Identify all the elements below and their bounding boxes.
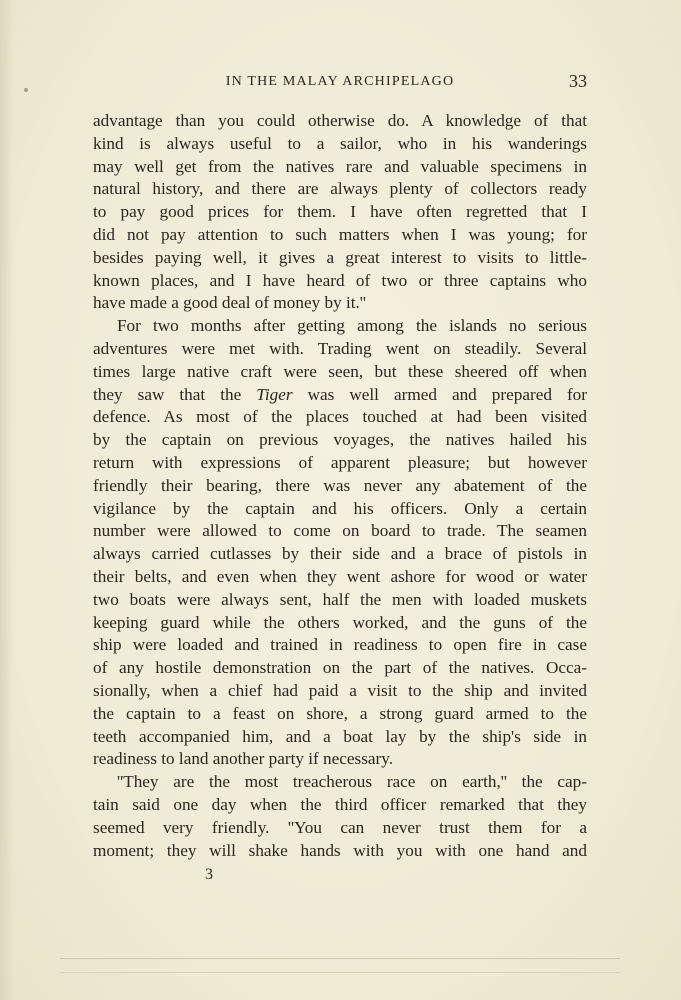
text-line: number were allowed to come on board to trade. The seamen: [93, 521, 587, 541]
text-line: friendly their bearing, there was never any abatement of the: [93, 475, 587, 495]
text-line: For two months after getting among the islands no serious: [117, 316, 587, 336]
bottom-edge-line: [60, 972, 620, 973]
gutter-shadow: [0, 0, 14, 1000]
text-line: natural history, and there are always plenty of collectors ready: [93, 179, 587, 199]
running-head-title: IN THE MALAY ARCHIPELAGO: [225, 74, 455, 89]
text-line: return with expressions of apparent pleasure; but however: [93, 452, 587, 472]
text-line: their belts, and even when they went ashore for wood or water: [93, 566, 587, 586]
text-line: times large native craft were seen, but these sheered off when: [93, 361, 587, 381]
ship-name: Tiger: [256, 384, 293, 404]
text-line: vigilance by the captain and his officers. Only a certain: [93, 498, 587, 518]
text-line: advantage than you could otherwise do. A knowledge of that: [93, 111, 587, 130]
text-line: teeth accompanied him, and a boat lay by the ship's side in: [93, 726, 587, 746]
text-line: kind is always useful to a sailor, who in his wanderings: [93, 133, 587, 153]
text-line: tain said one day when the third officer remarked that they: [93, 794, 587, 814]
text-line: may well get from the natives rare and valuable specimens in: [93, 156, 587, 176]
paper-speck: [24, 88, 28, 92]
body-text: [93, 110, 587, 862]
text-line: defence. As most of the places touched at had been visited: [93, 407, 587, 427]
text-line: besides paying well, it gives a great interest to visits to little-: [93, 247, 587, 267]
text-line: keeping guard while the others worked, and the guns of the: [93, 612, 587, 632]
text-line: two boats were always sent, half the men with loaded muskets: [93, 589, 587, 609]
text-line: ''They are the most treacherous race on earth,'' the cap-: [117, 772, 587, 792]
text-line: sionally, when a chief had paid a visit to the ship and invited: [93, 680, 587, 700]
text-line: did not pay attention to such matters when I was young; for: [93, 224, 587, 244]
text-line: known places, and I have heard of two or three captains who: [93, 270, 587, 290]
running-head: [93, 73, 587, 93]
text-line: to pay good prices for them. I have often regretted that I: [93, 202, 587, 222]
text-line: adventures were met with. Trading went on steadily. Several: [93, 338, 587, 358]
text-line: they saw that the Tiger was well armed and prepared for: [93, 384, 587, 404]
bottom-edge-line: [60, 958, 620, 959]
text-line: always carried cutlasses by their side and a brace of pistols in: [93, 544, 587, 564]
signature-mark: 3: [205, 866, 213, 883]
page-number: 33: [569, 71, 587, 91]
text-line: ship were loaded and trained in readiness to open fire in case: [93, 635, 587, 655]
text-line: of any hostile demonstration on the part of the natives. Occa-: [93, 658, 587, 678]
text-line: readiness to land another party if necessary.: [93, 749, 394, 769]
text-line: seemed very friendly. ''You can never trust them for a: [93, 817, 587, 837]
text-line: moment; they will shake hands with you with one hand and: [93, 840, 587, 860]
text-line: have made a good deal of money by it.'': [93, 293, 366, 313]
text-line: by the captain on previous voyages, the natives hailed his: [93, 430, 587, 450]
text-line: the captain to a feast on shore, a strong guard armed to the: [93, 703, 587, 723]
